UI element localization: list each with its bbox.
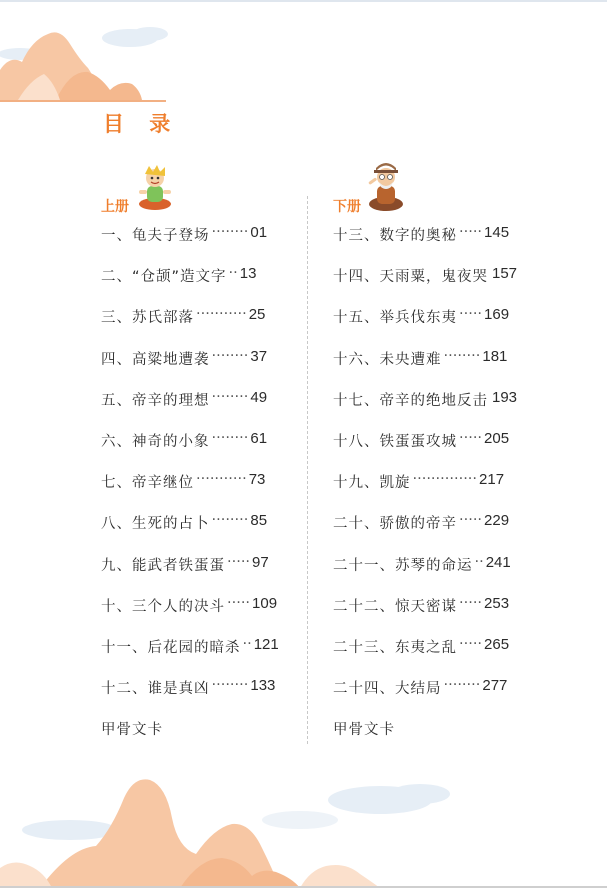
leader-dots: ·····	[227, 594, 251, 611]
toc-item[interactable]	[333, 348, 533, 389]
chapter-title: 十三、数字的奥秘	[333, 228, 457, 244]
cartoon-boy-illustration	[133, 164, 177, 212]
chapter-title: 二十四、大结局	[333, 681, 442, 698]
leader-dots: ········	[211, 388, 249, 405]
chapter-title: 四、高粱地遭袭	[101, 351, 210, 368]
toc-item[interactable]	[333, 306, 533, 347]
leader-dots: ··············	[412, 471, 478, 488]
toc-item[interactable]	[333, 677, 533, 718]
page-number: 121	[253, 635, 279, 653]
page-number: 241	[485, 553, 511, 571]
toc-item[interactable]	[101, 471, 291, 512]
volume-1-toc-list	[101, 224, 291, 759]
toc-item[interactable]	[101, 595, 291, 636]
toc-item[interactable]	[333, 471, 533, 512]
title-underline	[0, 100, 166, 102]
page-number: 37	[250, 347, 268, 365]
chapter-title: 八、生死的占卜	[101, 516, 210, 533]
page-number: 49	[250, 388, 268, 406]
toc-item[interactable]	[333, 430, 533, 471]
page-number: 229	[484, 512, 510, 530]
page-number: 85	[250, 512, 268, 530]
leader-dots: ···········	[196, 471, 247, 488]
chapter-title: 十六、未央遭难	[333, 351, 442, 368]
chapter-title: 七、帝辛继位	[101, 475, 194, 492]
page-title: 目 录	[103, 112, 180, 136]
toc-item[interactable]	[333, 554, 533, 595]
chapter-title: 五、帝辛的理想	[101, 392, 210, 409]
toc-item[interactable]	[101, 265, 291, 306]
page-number: 133	[250, 677, 276, 695]
leader-dots: ·····	[459, 512, 483, 529]
mountain-decoration-bottom	[0, 758, 607, 888]
page-number: 217	[479, 471, 505, 489]
chapter-title: 九、能武者铁蛋蛋	[101, 557, 225, 574]
leader-dots: ·····	[459, 635, 483, 652]
column-divider	[307, 196, 308, 744]
leader-dots: ··	[228, 265, 238, 282]
toc-item[interactable]	[101, 224, 291, 265]
toc-item[interactable]	[333, 389, 533, 430]
leader-dots: ········	[211, 224, 249, 240]
chapter-title: 六、神奇的小象	[101, 433, 210, 450]
toc-item[interactable]	[101, 389, 291, 430]
toc-item[interactable]	[333, 636, 533, 677]
page-number: 169	[484, 306, 510, 324]
mountain-decoration-top	[0, 0, 180, 110]
leader-dots: ········	[211, 347, 249, 364]
toc-item[interactable]	[101, 348, 291, 389]
chapter-title: 三、苏氏部落	[101, 310, 194, 327]
chapter-title: 二十三、东夷之乱	[333, 639, 457, 656]
leader-dots: ·····	[459, 306, 483, 323]
toc-item[interactable]	[333, 595, 533, 636]
leader-dots: ·····	[459, 429, 483, 446]
leader-dots: ···········	[196, 306, 247, 323]
page-number: 61	[250, 429, 268, 447]
leader-dots: ········	[443, 347, 481, 364]
page-number: 265	[484, 635, 510, 653]
page-number: 73	[248, 471, 266, 489]
toc-item[interactable]	[101, 677, 291, 718]
chapter-title: 十七、帝辛的绝地反击	[333, 392, 488, 409]
leader-dots: ·····	[459, 224, 483, 240]
toc-item[interactable]	[101, 306, 291, 347]
toc-item[interactable]	[101, 430, 291, 471]
toc-item[interactable]	[101, 554, 291, 595]
leader-dots: ·····	[459, 594, 483, 611]
oracle-bone-cards-link: 甲骨文卡	[333, 722, 395, 739]
toc-item[interactable]	[333, 512, 533, 553]
toc-item[interactable]	[333, 265, 533, 306]
page-number: 253	[484, 594, 510, 612]
volume-2-toc-list	[333, 224, 533, 759]
leader-dots: ········	[211, 512, 249, 529]
chapter-title: 十八、铁蛋蛋攻城	[333, 433, 457, 450]
chapter-title: 十、三个人的决斗	[101, 598, 225, 615]
chapter-title: 十一、后花园的暗杀	[101, 639, 241, 656]
page-number: 157	[492, 265, 518, 283]
leader-dots: ········	[211, 429, 249, 446]
chapter-title: 十五、举兵伐东夷	[333, 310, 457, 327]
volume-2-label: 下册	[333, 199, 361, 215]
page-number: 01	[250, 224, 268, 241]
toc-item[interactable]	[101, 636, 291, 677]
page-number: 13	[239, 265, 257, 283]
volume-1-label: 上册	[101, 199, 129, 215]
toc-item[interactable]	[333, 224, 533, 265]
oracle-bone-cards-link: 甲骨文卡	[101, 722, 163, 739]
chapter-title: 二十、骄傲的帝辛	[333, 516, 457, 533]
page-number: 109	[252, 594, 278, 612]
chapter-title: 十九、凯旋	[333, 475, 411, 492]
leader-dots: ··	[474, 553, 484, 570]
page-number: 25	[248, 306, 266, 324]
toc-item-extra[interactable]	[101, 718, 291, 759]
leader-dots: ·····	[227, 553, 251, 570]
chapter-title: 二、“仓颉”造文字	[101, 269, 227, 286]
chapter-title: 二十二、惊天密谋	[333, 598, 457, 615]
page-number: 145	[484, 224, 510, 241]
cartoon-old-man-illustration	[365, 160, 407, 212]
page-number: 97	[252, 553, 269, 571]
page-number: 205	[484, 429, 510, 447]
leader-dots: ··	[242, 635, 252, 652]
chapter-title: 十四、天雨粟，鬼夜哭	[333, 269, 488, 286]
page-number: 277	[482, 677, 508, 695]
leader-dots: ········	[443, 677, 481, 694]
toc-item-extra[interactable]	[333, 718, 533, 759]
chapter-title: 二十一、苏琴的命运	[333, 557, 473, 574]
page-number: 193	[492, 388, 518, 406]
page-number: 181	[482, 347, 508, 365]
chapter-title: 十二、谁是真凶	[101, 681, 210, 698]
chapter-title: 一、龟夫子登场	[101, 228, 210, 244]
leader-dots: ········	[211, 677, 249, 694]
toc-item[interactable]	[101, 512, 291, 553]
